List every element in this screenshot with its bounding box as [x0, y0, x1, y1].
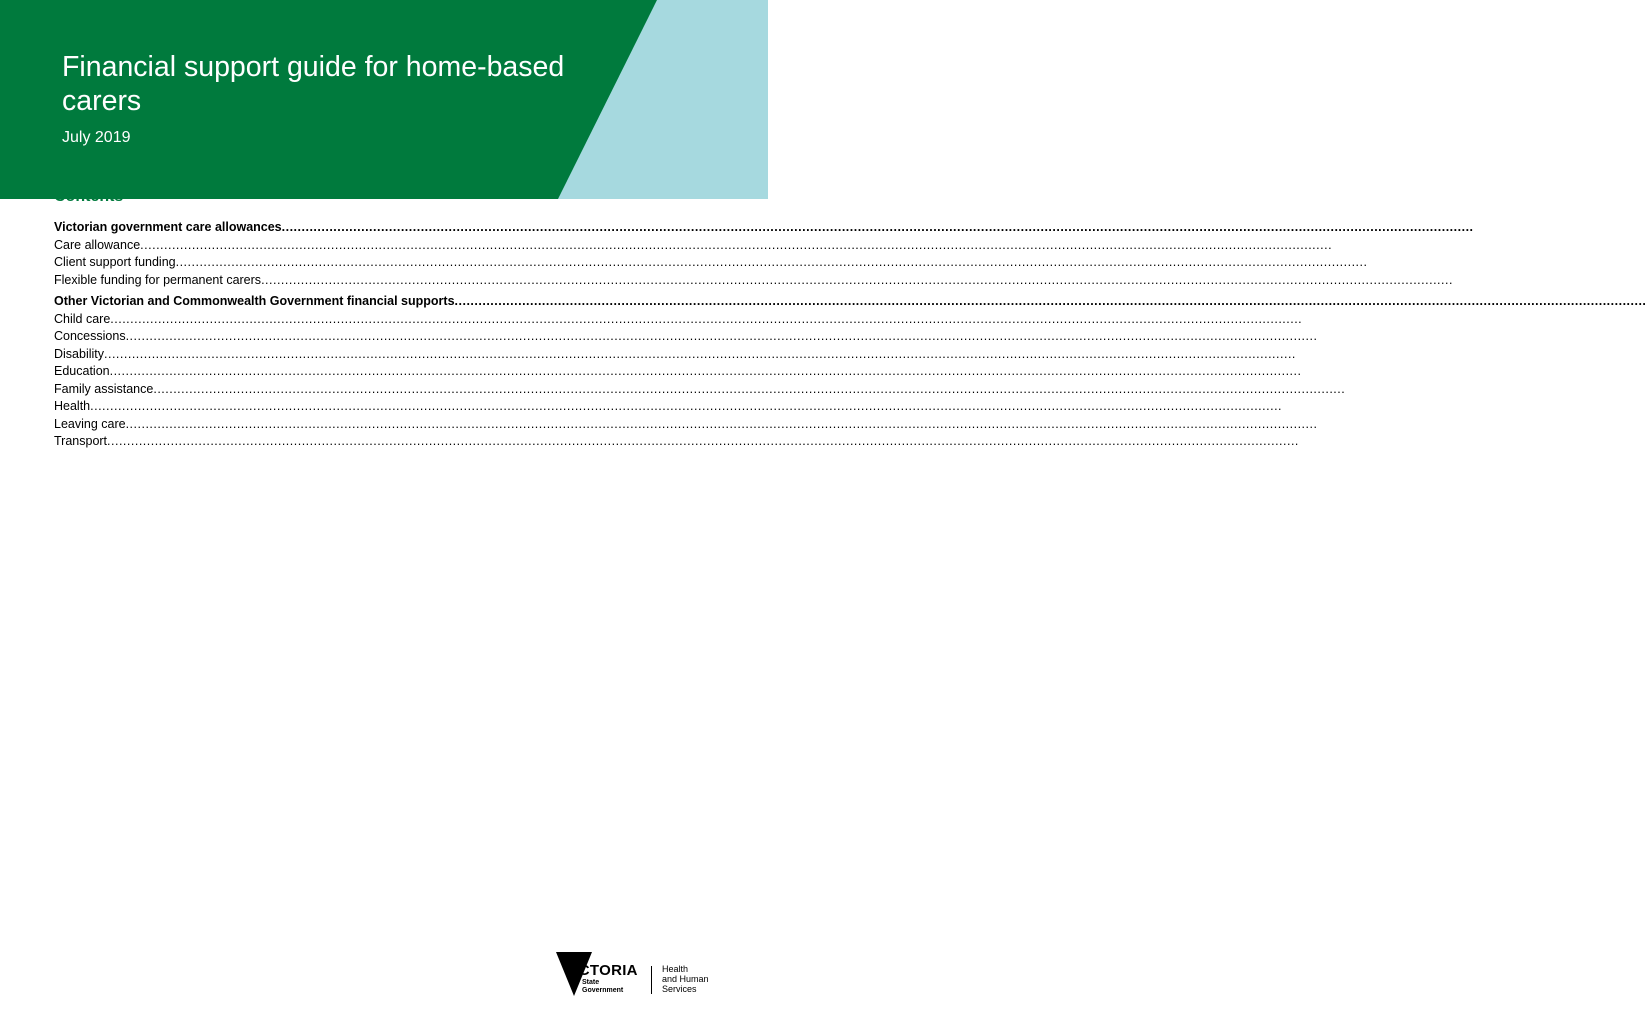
- toc-entry[interactable]: [54, 398, 1283, 416]
- logo-subtitle: [582, 979, 623, 995]
- toc-entry[interactable]: [54, 293, 1646, 311]
- logo-subtitle-line: Government: [582, 987, 624, 994]
- toc-entry-label: Education: [54, 364, 110, 378]
- toc-entry-label: Disability: [54, 346, 105, 361]
- toc-entry[interactable]: [54, 416, 1318, 434]
- toc-leader-dots: ............................................................................................................................................................................................................................................................................................................: [90, 399, 1283, 413]
- toc-entry-label: Concessions: [54, 329, 126, 343]
- toc-leader-dots: ............................................................................................................................................................................................................................................................................................................: [125, 329, 1318, 343]
- contents-heading: [54, 188, 254, 209]
- toc-entry[interactable]: [54, 433, 1299, 451]
- toc-entry[interactable]: [54, 254, 1368, 272]
- toc-leader-dots: ............................................................................................................................................................................................................................................................................................................: [175, 255, 1368, 269]
- document-title: Financial support guide for home-based carers: [62, 51, 565, 117]
- toc-leader-dots: ............................................................................................................................................................................................................................................................................................................: [281, 220, 1474, 234]
- table-of-contents: [54, 219, 1646, 451]
- toc-entry[interactable]: [54, 272, 1453, 290]
- toc-entry-label: Care allowance: [54, 237, 141, 252]
- toc-entry-label: Client support funding: [54, 255, 176, 269]
- toc-leader-dots: ............................................................................................................................................................................................................................................................................................................: [454, 294, 1646, 308]
- toc-entry-label: Transport: [54, 434, 108, 448]
- toc-entry[interactable]: [54, 219, 1474, 237]
- toc-leader-dots: ............................................................................................................................................................................................................................................................................................................: [153, 381, 1346, 396]
- toc-entry-label: Health: [54, 399, 91, 413]
- contents-heading-text: Contents: [54, 188, 124, 205]
- toc-leader-dots: ............................................................................................................................................................................................................................................................................................................: [104, 346, 1296, 361]
- toc-entry[interactable]: [54, 328, 1318, 346]
- document-date: July 2019: [62, 129, 131, 146]
- toc-entry-label: Child care: [54, 311, 111, 326]
- logo-divider: [651, 966, 652, 994]
- header-banner: [0, 0, 768, 199]
- toc-entry[interactable]: [54, 381, 1346, 399]
- toc-leader-dots: ............................................................................................................................................................................................................................................................................................................: [125, 416, 1318, 431]
- logo-subtitle-line: State: [582, 979, 600, 986]
- toc-leader-dots: ............................................................................................................................................................................................................................................................................................................: [110, 311, 1303, 326]
- toc-leader-dots: ............................................................................................................................................................................................................................................................................................................: [109, 364, 1302, 378]
- logo-wordmark: VICTORIA: [564, 962, 638, 979]
- department-name-line: Services: [662, 984, 697, 994]
- toc-entry-label: Victorian government care allowances: [54, 220, 282, 234]
- toc-entry-label: Flexible funding for permanent carers: [54, 272, 262, 287]
- department-name-line: and Human: [662, 974, 709, 984]
- toc-entry-label: Family assistance: [54, 381, 154, 396]
- department-name: [662, 964, 709, 994]
- toc-entry[interactable]: [54, 346, 1296, 364]
- victoria-government-logo: [556, 952, 726, 998]
- toc-entry-label: Other Victorian and Commonwealth Government financial supports: [54, 294, 455, 308]
- toc-leader-dots: ............................................................................................................................................................................................................................................................................................................: [107, 434, 1299, 448]
- toc-entry[interactable]: [54, 363, 1302, 381]
- toc-entry[interactable]: [54, 237, 1333, 255]
- toc-entry-label: Leaving care: [54, 416, 126, 431]
- toc-entry[interactable]: [54, 311, 1303, 329]
- toc-leader-dots: ............................................................................................................................................................................................................................................................................................................: [261, 272, 1453, 287]
- department-name-line: Health: [662, 964, 689, 974]
- toc-leader-dots: ............................................................................................................................................................................................................................................................................................................: [140, 237, 1333, 252]
